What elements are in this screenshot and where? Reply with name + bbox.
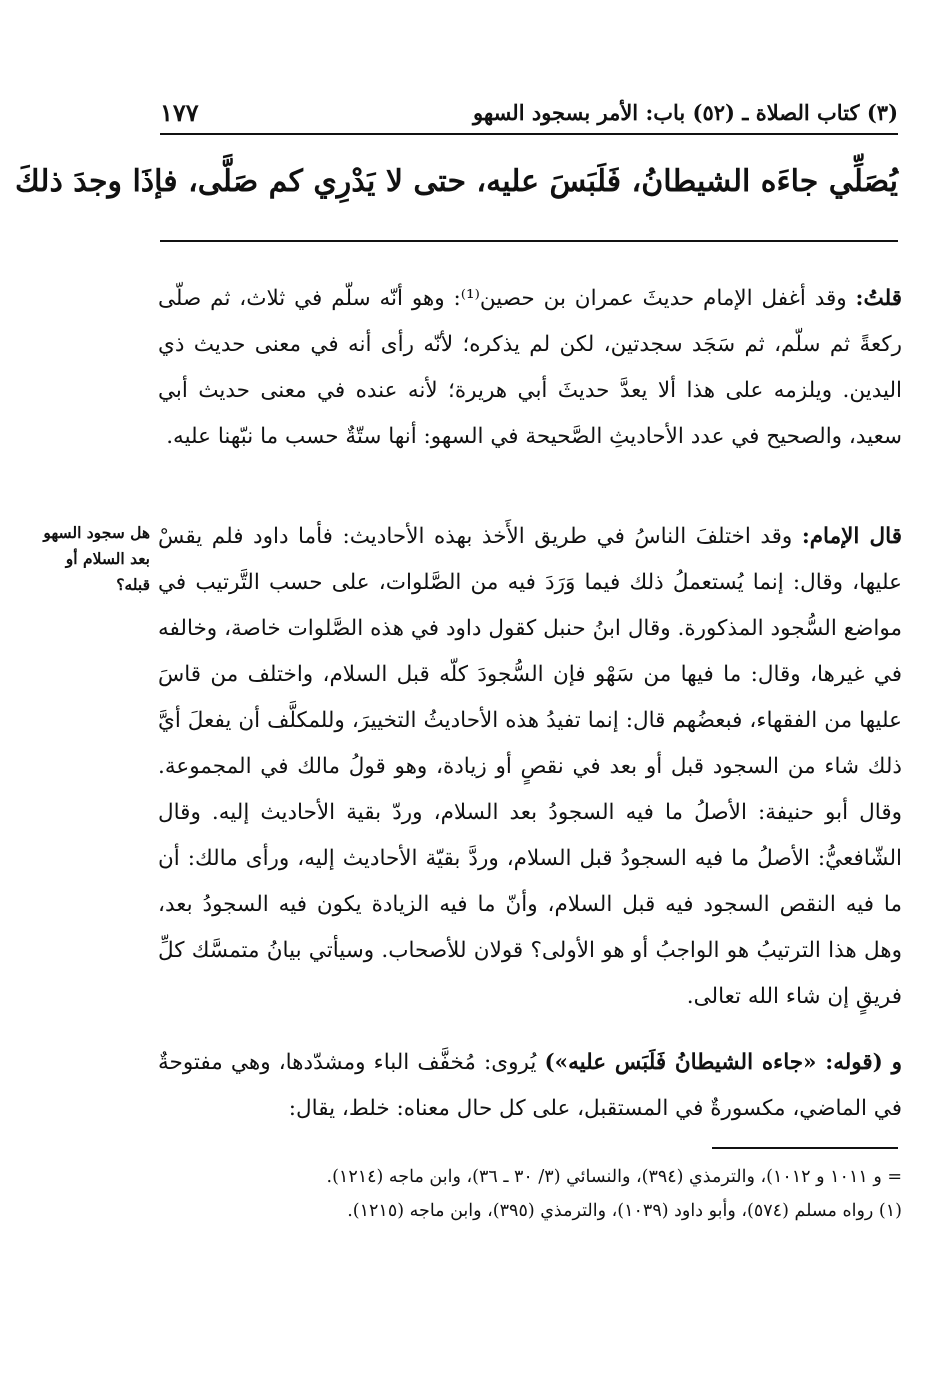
footnotes: [160, 1160, 902, 1228]
running-title: (٣) كتاب الصلاة ـ (٥٢) باب: الأمر بسجود السهو: [473, 100, 898, 125]
paragraph-lead: قال الإمام:: [801, 524, 902, 549]
margin-note: هل سجود السهو بعد السلام أو قبله؟: [43, 523, 150, 594]
commentary-paragraph-2: [158, 514, 902, 1020]
commentary-paragraph-1: [158, 276, 902, 460]
footnote-divider: [712, 1147, 898, 1149]
paragraph-text: وقد اختلفَ الناسُ في طريق الأَخذ بهذه الأحاديث: فأما داود فلم يقسْ عليها، وقال: إنما يُستعملُ ذلك فيما وَرَدَ فيه من الصَّلوات، على حسب التَّرتيب في مواضع السُّجود المذكورة. وقال ابنُ حنبل كقول داود في هذه الصَّلوات خاصة، وخالفه في غيرها، وقال: ما فيها من سَهْو فإن السُّجودَ كلّه قبل السلام، واختلف من قاسَ عليها من الفقهاء، فبعضُهم قال: إنما تفيدُ هذه الأحاديثُ التخييرَ، وللمكلَّف أن يفعلَ أيَّ ذلك شاء من السجود قبل أو بعد في نقصٍ أو زيادة، وهو قولُ مالك في المجموعة. وقال أبو حنيفة: الأصلُ ما فيه السجودُ بعد السلام، وردّ بقية الأحاديث إليه. وقال الشّافعيُّ: الأصلُ ما فيه السجودُ قبل السلام، وردَّ بقيّة الأحاديث إليه، ورأى مالك: أن ما فيه النقص السجود فيه قبل السلام، وأنّ ما فيه الزيادة يكون فيه السجودُ بعد، وهل هذا الترتيبُ هو الواجبُ أو هو الأولى؟ قولان للأصحاب. وسيأتي بيانُ متمسَّك كلِّ فريقٍ إن شاء الله تعالى.: [158, 524, 902, 1009]
paragraph-lead: قلتُ:: [855, 286, 902, 311]
footnote-continuation: = و ١٠١١ و ١٠١٢)، والترمذي (٣٩٤)، والنسائي (٣/ ٣٠ ـ ٣٦)، وابن ماجه (١٢١٤).: [326, 1167, 902, 1187]
page-header: [160, 98, 898, 134]
paragraph-lead: و (قوله: «جاءه الشيطانُ فَلَبَس عليه»): [544, 1050, 902, 1075]
commentary-paragraph-3: [158, 1040, 902, 1132]
paragraph-text: يُروى: مُخفَّف الباء ومشدّدها، وهي مفتوحةٌ في الماضي، مكسورةٌ في المستقبل، على كل حال معناه: خلط، يقال:: [158, 1050, 902, 1121]
page-number: ١٧٧: [160, 98, 199, 127]
section-divider: [160, 240, 898, 242]
footnote-1: (١) رواه مسلم (٥٧٤)، وأبو داود (١٠٣٩)، والترمذي (٣٩٥)، وابن ماجه (١٢١٥).: [347, 1201, 902, 1221]
header-divider: [160, 133, 898, 135]
paragraph-text: وقد أغفل الإمام حديثَ عمران بن حصين⁽¹⁾: وهو أنّه سلّم في ثلاث، ثم صلّى ركعةً ثم سلّم، ثم سَجَد سجدتين، لكن لم يذكره؛ لأنّه رأى أنه في معنى حديث ذي اليدين. ويلزمه على هذا ألا يعدَّ حديثَ أبي هريرة؛ لأنه عنده في معنى حديث أبي سعيد، والصحيح في عدد الأحاديثِ الصَّحيحة في السهو: أنها ستّةٌ حسب ما نبّهنا عليه.: [158, 286, 902, 449]
hadith-text: يُصَلِّي جاءَه الشيطانُ، فَلَبَسَ عليه، حتى لا يَدْرِي كم صَلَّى، فإذَا وجدَ ذلكَ: [15, 164, 898, 199]
